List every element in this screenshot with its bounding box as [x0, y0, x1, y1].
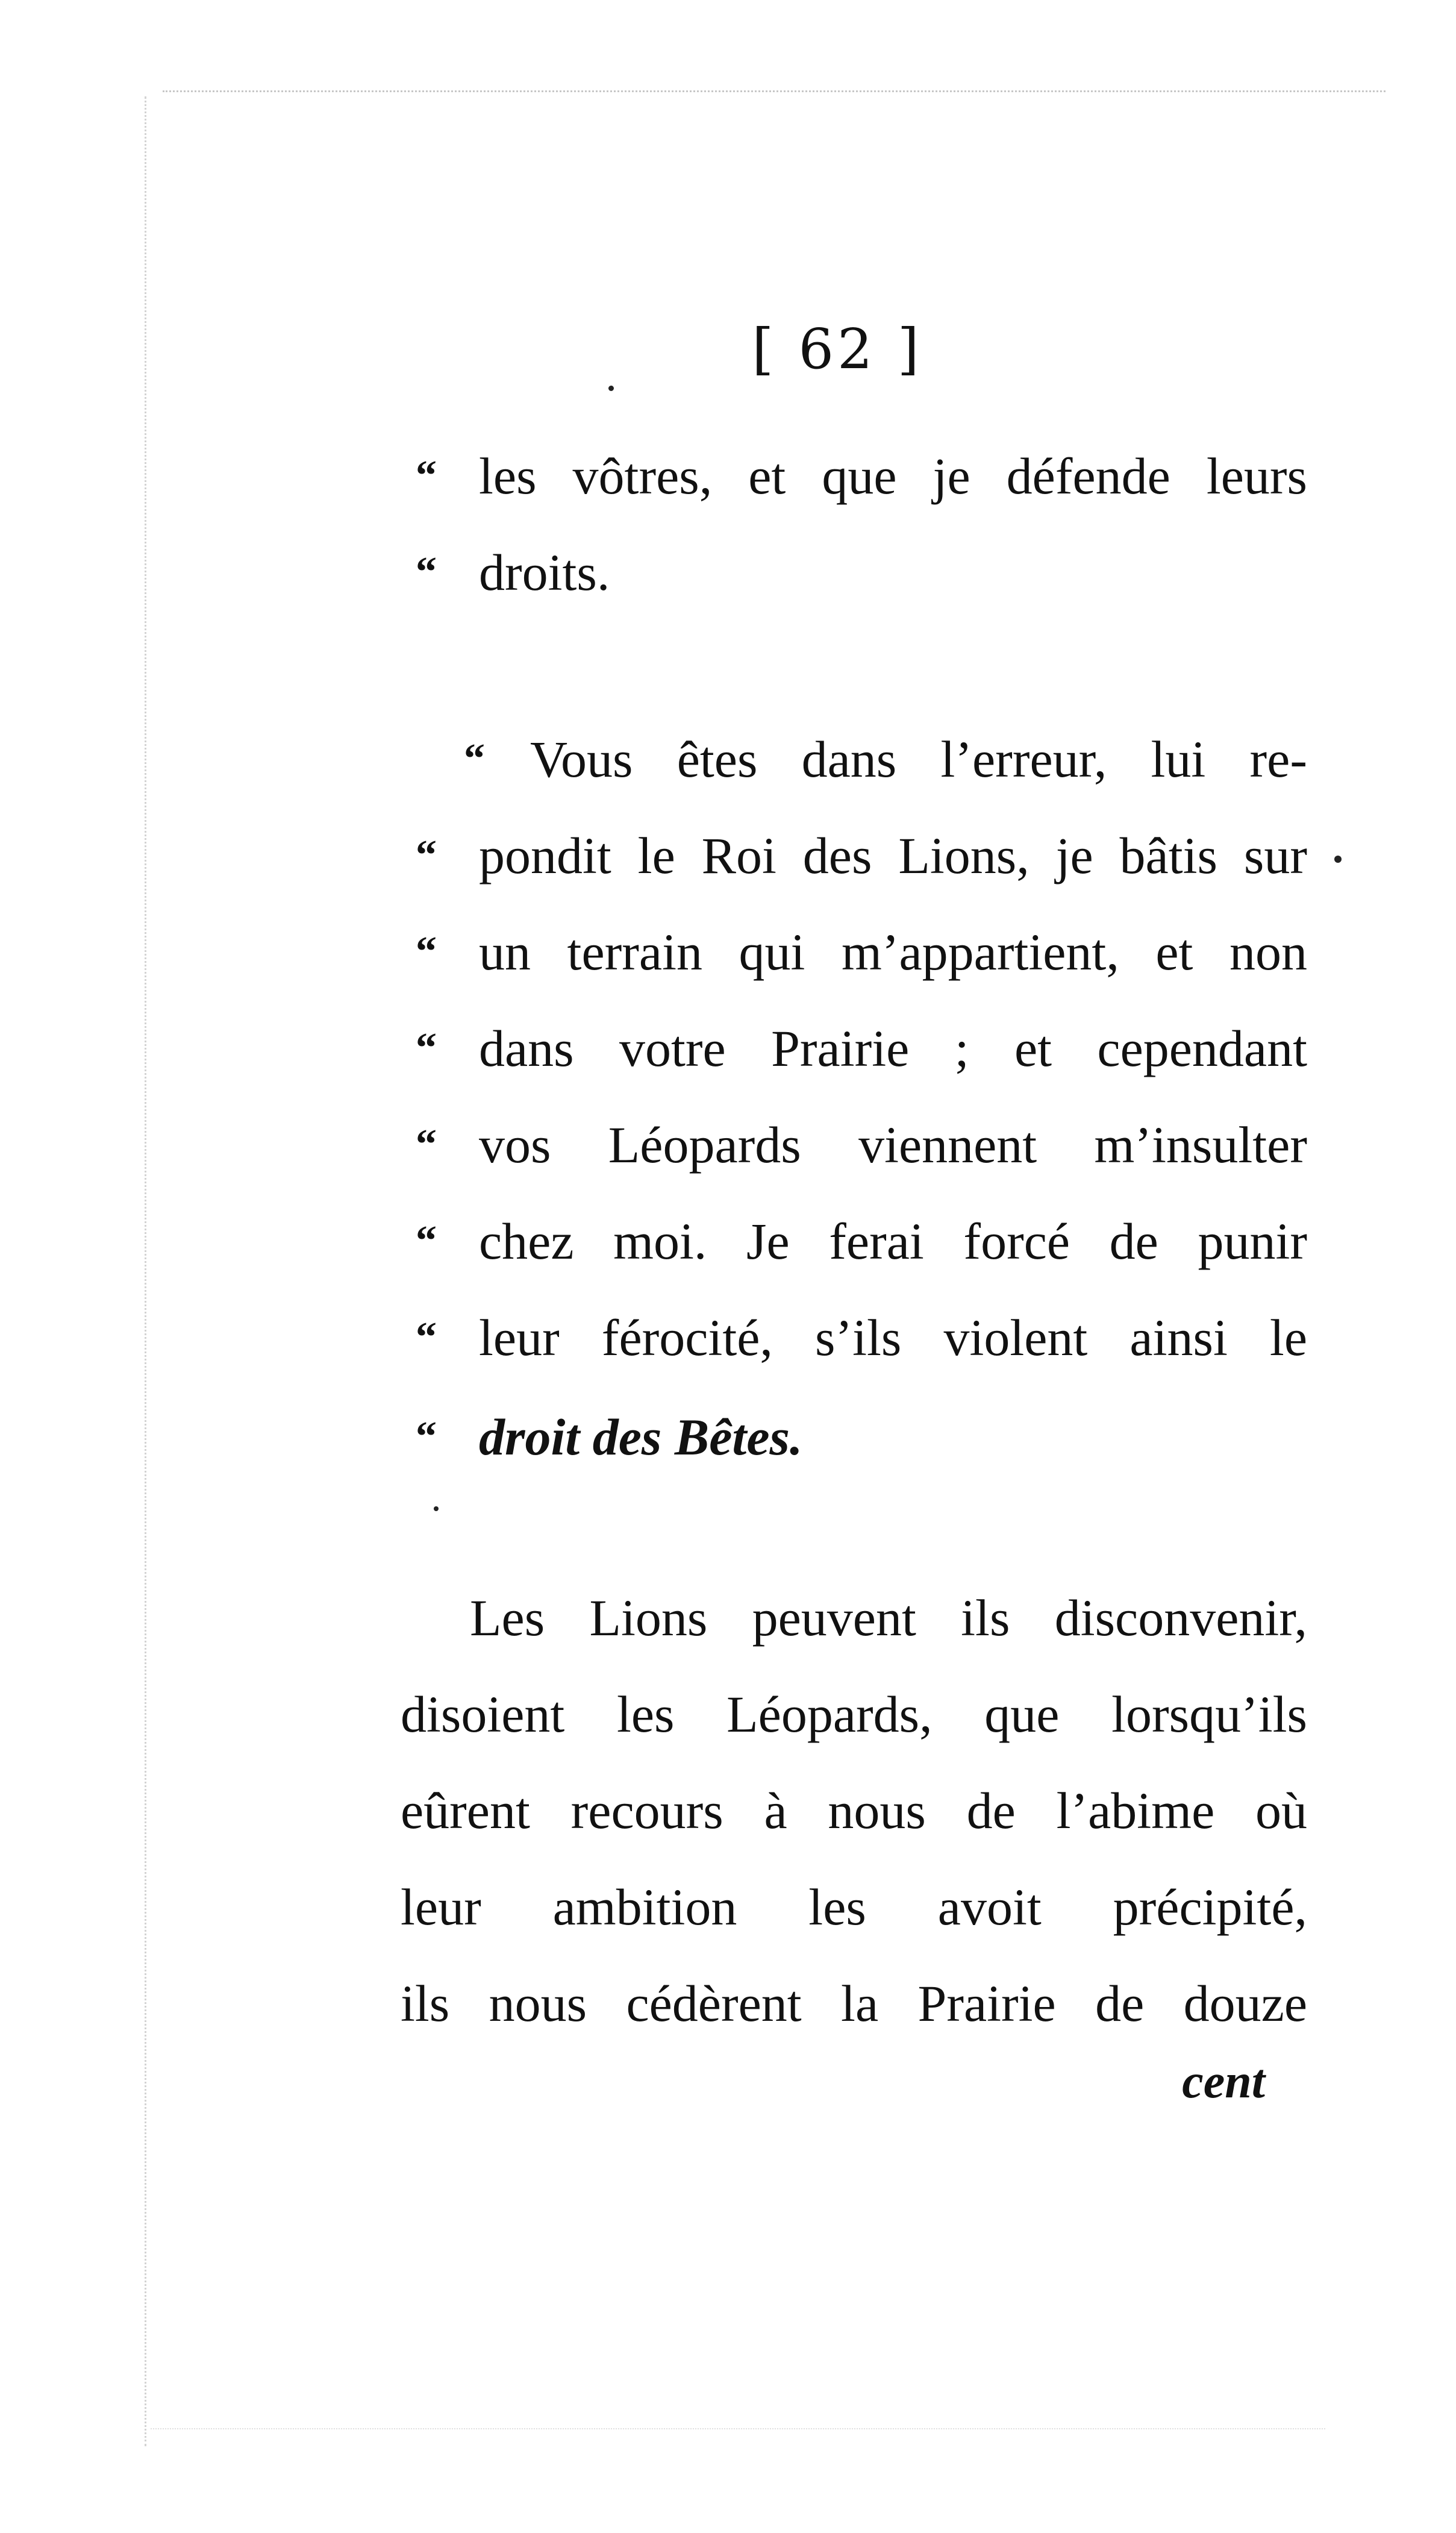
text-line: leur ambition les avoit précipité, — [401, 1878, 1307, 1936]
text-line: chez moi. Je ferai forcé de punir — [479, 1212, 1307, 1270]
quote-mark: “ — [416, 549, 434, 595]
text-line: dans votre Prairie ; et cependant — [479, 1019, 1307, 1077]
page-edge-bottom — [151, 2428, 1325, 2429]
quote-mark: “ — [416, 1121, 434, 1168]
page-edge-left — [145, 96, 146, 2446]
text-line: Vous êtes dans l’erreur, lui re- — [530, 730, 1307, 788]
text-line: un terrain qui m’appartient, et non — [479, 923, 1307, 981]
text-line: eûrent recours à nous de l’abime où — [401, 1782, 1307, 1839]
quote-mark: “ — [416, 1314, 434, 1360]
quote-mark: “ — [416, 1414, 434, 1460]
quote-mark: “ — [416, 832, 434, 878]
quote-mark: “ — [416, 1025, 434, 1071]
quote-mark: “ — [416, 452, 434, 499]
quote-mark: “ — [416, 928, 434, 975]
text-line: leur férocité, s’ils violent ainsi le — [479, 1309, 1307, 1367]
text-line: pondit le Roi des Lions, je bâtis sur — [479, 827, 1307, 885]
text-line: Les Lions peuvent ils disconvenir, — [470, 1589, 1307, 1647]
text-line: ils nous cédèrent la Prairie de douze — [401, 1974, 1307, 2032]
text-line: droit des Bêtes. — [479, 1408, 803, 1466]
text-line: vos Léopards viennent m’insulter — [479, 1116, 1307, 1174]
scan-speck — [608, 386, 614, 391]
page-edge-top — [163, 90, 1386, 92]
scan-speck — [434, 1506, 439, 1511]
scan-speck — [1334, 856, 1342, 863]
page-number: [ 62 ] — [752, 317, 923, 381]
text-line: droits. — [479, 543, 610, 601]
quote-mark: “ — [416, 1218, 434, 1264]
quote-mark: “ — [464, 736, 483, 782]
text-line: disoient les Léopards, que lorsqu’ils — [401, 1685, 1307, 1743]
catchword: cent — [1182, 2055, 1265, 2108]
text-line: les vôtres, et que je défende leurs — [479, 447, 1307, 505]
